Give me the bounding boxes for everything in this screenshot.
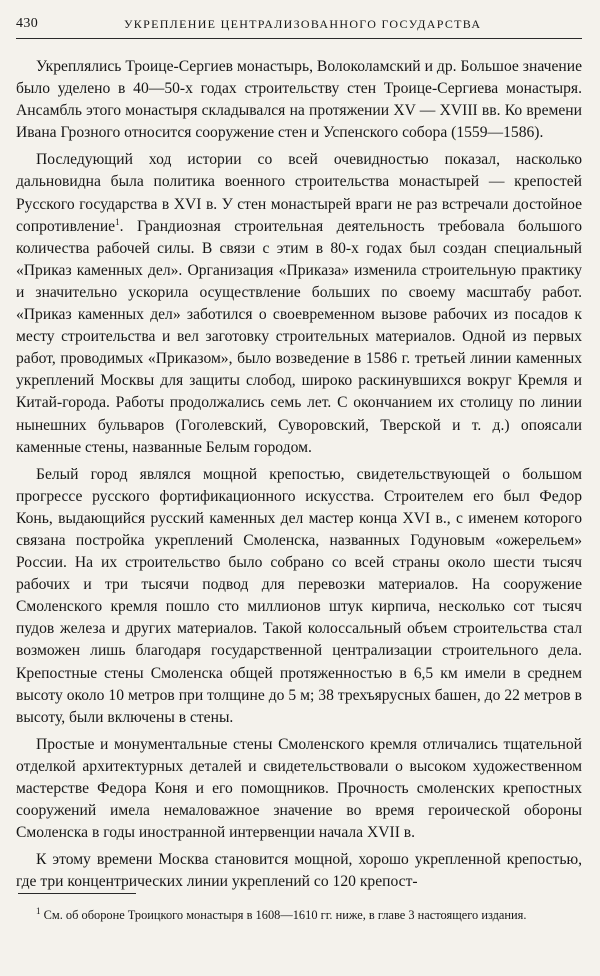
paragraph-2 <box>16 149 582 458</box>
running-title: УКРЕПЛЕНИЕ ЦЕНТРАЛИЗОВАННОГО ГОСУДАРСТВА <box>124 17 482 31</box>
paragraph-2-continuation: . Грандиозная строительная деятельность требовала большого количества рабочей силы. В связи с этим в 80-х годах был создан специальный «Приказ каменных дел». Организация «Приказа» изменила строительную практику и значительно ускорила осуществление больших по своему масштабу работ. «Приказ каменных дел» заботился о своевременном вызове рабочих из посадов к месту строительства и вел заготовку строительных материалов. Одной из первых работ, проводимых «Приказом», было возведение в 1586 г. третьей линии каменных укреплений Москвы для защиты слобод, широко раскинувшихся вокруг Кремля и Китай-города. Работы продолжались семь лет. С окончанием их столицу по линии нынешних бульваров (Гоголевский, Суворовский, Тверской и т. д.) опоясали каменные стены, названные Белым городом. <box>16 217 582 456</box>
paragraph-3: Белый город являлся мощной крепостью, свидетельствующей о большом прогрессе русского фортификационного искусства. Строителем его был Федор Конь, выдающийся русский каменных дел мастер конца XVI в., с именем которого связана постройка укреплений Смоленска, названных Годуновым «ожерельем» России. На их строительство было собрано со всей страны около шести тысяч рабочих и три тысячи подвод для перевозки материалов. На сооружение Смоленского кремля пошло сто миллионов штук кирпича, несколько сот тысяч пудов железа и других материалов. Такой колоссальный объем строительства стал возможен лишь благодаря государственной централизации строительного дела. Крепостные стены Смоленска общей протяженностью в 6,5 км имели в среднем высоту около 10 метров при толщине до 5 м; 38 трехъярусных башен, до 22 метров в высоту, были включены в стены. <box>16 465 582 726</box>
paragraph-2-text: Последующий ход истории со всей очевидностью показал, насколько дальновидна была политика военного строительства монастырей — крепостей Русского государства в XVI в. У стен монастырей враги не раз встречали достойное сопротивление <box>16 151 582 235</box>
footnote-marker: 1 <box>36 905 41 916</box>
footnote <box>16 906 582 924</box>
paragraph-1: Укреплялись Троице-Сергиев монастырь, Волоколамский и др. Большое значение было уделено в 40—50-х годах строительству стен Троице-Сергиева монастыря. Ансамбль этого монастыря складывался на протяжении XV — XVIII вв. Ко времени Ивана Грозного относится сооружение стен и Успенского собора (1559—1586). <box>16 58 582 142</box>
header-rule <box>16 38 582 39</box>
footnote-rule <box>18 893 136 894</box>
paragraph-4: Простые и монументальные стены Смоленского кремля отличались тщательной отделкой архитектурных деталей и свидетельствовали о высоком художественном мастерстве Федора Коня и его помощников. Прочность смоленских крепостных сооружений имела немаловажное значение во время героической обороны Смоленска в годы иностранной интервенции начала XVII в. <box>16 735 582 842</box>
body-text <box>16 56 582 898</box>
footnote-text: См. об обороне Троицкого монастыря в 1608—1610 гг. ниже, в главе 3 настоящего издания. <box>40 908 527 922</box>
page-number: 430 <box>16 16 39 31</box>
footnote-ref: 1 <box>115 216 120 227</box>
page-header <box>16 14 582 36</box>
paragraph-5: К этому времени Москва становится мощной, хорошо укрепленной крепостью, где три концентрических линии укреплений со 120 крепост- <box>16 851 582 891</box>
